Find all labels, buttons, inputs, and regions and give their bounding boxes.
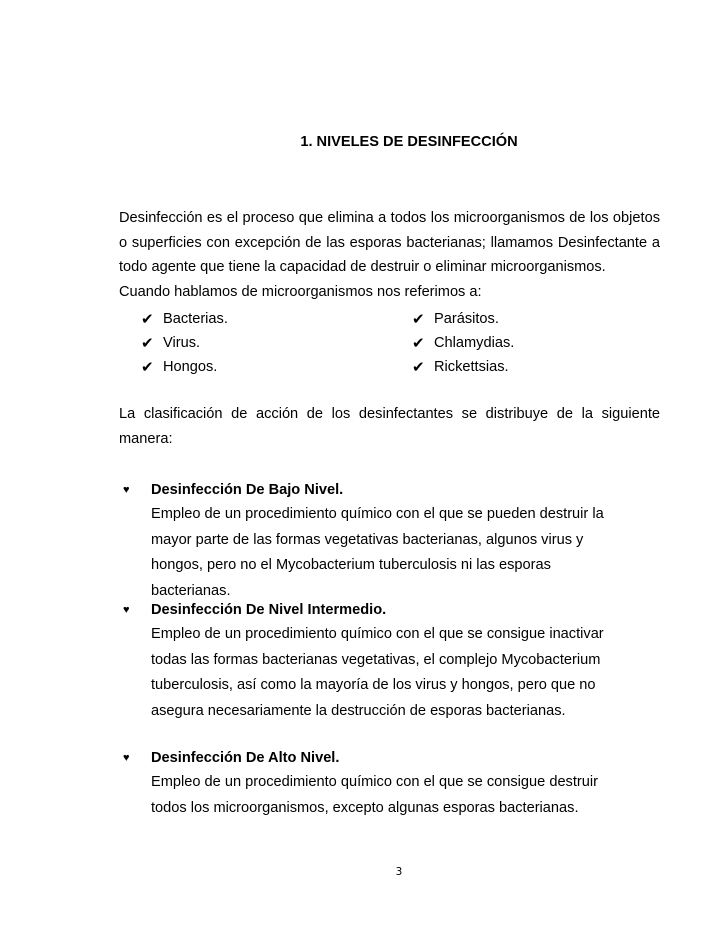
- checkmark-icon: ✔: [141, 359, 154, 376]
- section-body: Empleo de un procedimiento químico con el que se consigue destruir todos los microorganismos, excepto algunas esporas bacterianas.: [151, 774, 598, 816]
- heart-bullet-icon: ♥: [123, 484, 130, 496]
- classification-last-line: manera:: [119, 430, 173, 447]
- section-header: [119, 598, 664, 622]
- classification-paragraph: [119, 402, 660, 451]
- heart-bullet-icon: ♥: [123, 752, 130, 764]
- list-item: [141, 310, 412, 328]
- microorganism-list: [141, 307, 661, 379]
- checkmark-icon: ✔: [412, 359, 425, 376]
- section-title: Desinfección De Nivel Intermedio.: [151, 602, 387, 618]
- list-item: [412, 358, 509, 376]
- level-section-high: [119, 746, 664, 821]
- list-item: [412, 334, 514, 352]
- section-body: Empleo de un procedimiento químico con el que se consigue inactivar todas las formas bacterianas vegetativas, el complejo Mycobacterium tuberculosis, así como la mayoría de los virus y hongos, pero que no asegura necesariamente la destrucción de esporas bacterianas.: [151, 626, 604, 719]
- intro-paragraph: [119, 206, 660, 304]
- classification-text: La clasificación de acción de los desinfectantes se distribuye de la siguiente: [119, 406, 660, 422]
- list-item-label: Bacterias.: [163, 311, 228, 327]
- section-header: [119, 478, 664, 502]
- heart-bullet-icon: ♥: [123, 604, 130, 616]
- list-row: [141, 331, 661, 355]
- section-title: Desinfección De Alto Nivel.: [151, 750, 340, 766]
- list-item-label: Chlamydias.: [434, 335, 515, 351]
- page-number: 3: [395, 866, 403, 878]
- list-row: [141, 307, 661, 331]
- list-item: [141, 334, 412, 352]
- list-row: [141, 355, 661, 379]
- checkmark-icon: ✔: [141, 335, 154, 352]
- list-item: [141, 358, 412, 376]
- list-item-label: Parásitos.: [434, 311, 499, 327]
- list-item: [412, 310, 499, 328]
- section-title: Desinfección De Bajo Nivel.: [151, 482, 344, 498]
- level-section-intermediate: [119, 598, 664, 724]
- checkmark-icon: ✔: [412, 311, 425, 328]
- list-item-label: Rickettsias.: [434, 359, 509, 375]
- page-title: 1. NIVELES DE DESINFECCIÓN: [300, 134, 518, 150]
- section-body: Empleo de un procedimiento químico con el que se pueden destruir la mayor parte de las formas vegetativas bacterianas, algunos virus y hongos, pero no el Mycobacterium tuberculosis ni las esporas bacterianas.: [151, 506, 604, 599]
- intro-text: Desinfección es el proceso que elimina a todos los microorganismos de los objetos o superficies con excepción de las esporas bacterianas; llamamos Desinfectante a todo agente que tiene la capacidad de destruir o eliminar microorganismos.: [119, 210, 660, 275]
- checkmark-icon: ✔: [141, 311, 154, 328]
- checkmark-icon: ✔: [412, 335, 425, 352]
- list-item-label: Hongos.: [163, 359, 218, 375]
- level-section-low: [119, 478, 664, 604]
- list-item-label: Virus.: [163, 335, 201, 351]
- section-header: [119, 746, 664, 770]
- intro-last-line: Cuando hablamos de microorganismos nos referimos a:: [119, 283, 482, 300]
